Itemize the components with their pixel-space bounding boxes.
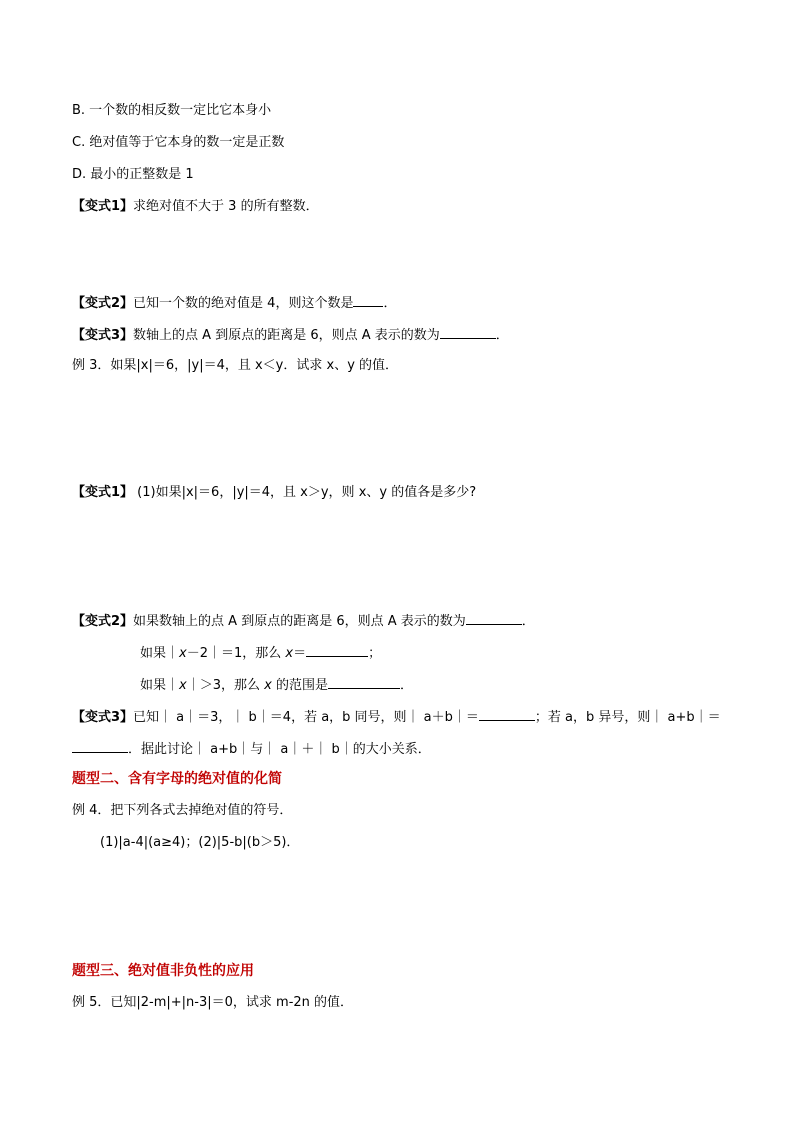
example-3: 例 3．如果|x|＝6，|y|＝4，且 x＜y．试求 x、y 的值． xyxy=(72,358,399,373)
q1-variant-3 xyxy=(72,325,509,345)
end-punct: ． xyxy=(383,296,397,311)
text: －2｜＝1，那么 xyxy=(186,646,286,661)
q1-variant-2 xyxy=(72,293,396,313)
ex3-variant-3-line-2 xyxy=(72,739,431,759)
option-c: C. 绝对值等于它本身的数一定是正数 xyxy=(72,135,285,150)
variant-text: ；若 a，b 异号，则｜ a+b｜＝ xyxy=(534,710,721,725)
answer-blank[interactable] xyxy=(466,611,522,625)
answer-blank[interactable] xyxy=(72,739,128,753)
example-4-items: (1)|a-4|(a≥4)；(2)|5-b|(b＞5)． xyxy=(100,835,300,850)
text: ｜＞3，那么 xyxy=(186,678,265,693)
variant-text: 如果数轴上的点 A 到原点的距离是 6，则点 A 表示的数为 xyxy=(133,614,466,629)
variant-tag: 【变式1】 xyxy=(72,485,134,500)
text: 如果｜ xyxy=(140,646,180,661)
section-heading-type-2: 题型二、含有字母的绝对值的化简 xyxy=(72,771,282,787)
option-b: B. 一个数的相反数一定比它本身小 xyxy=(72,103,272,118)
variant-tag: 【变式3】 xyxy=(72,328,134,343)
ex3-variant-1 xyxy=(72,484,476,502)
variant-tag: 【变式1】 xyxy=(72,199,134,214)
text: 的范围是 xyxy=(271,678,328,693)
end-punct: ； xyxy=(368,646,382,661)
var-x: x xyxy=(264,678,272,693)
variant-text: 已知一个数的绝对值是 4，则这个数是 xyxy=(133,296,354,311)
variant-tag: 【变式2】 xyxy=(72,296,134,311)
variant-text: ．据此讨论｜ a+b｜与｜ a｜＋｜ b｜的大小关系． xyxy=(128,742,431,757)
var-x: x xyxy=(285,646,294,661)
answer-blank[interactable] xyxy=(440,325,496,339)
variant-text: (1)如果|x|＝6，|y|＝4，且 x＞y，则 x、y 的值各是多少? xyxy=(133,485,477,500)
answer-blank[interactable] xyxy=(479,707,535,721)
q1-variant-1 xyxy=(72,198,319,216)
answer-blank[interactable] xyxy=(328,675,400,689)
example-4: 例 4．把下列各式去掉绝对值的符号． xyxy=(72,803,293,818)
var-x: x xyxy=(179,678,187,693)
answer-blank[interactable] xyxy=(353,293,383,307)
variant-text: 数轴上的点 A 到原点的距离是 6，则点 A 表示的数为 xyxy=(133,328,440,343)
variant-tag: 【变式3】 xyxy=(72,710,134,725)
end-punct: ． xyxy=(521,614,535,629)
section-heading-type-3: 题型三、绝对值非负性的应用 xyxy=(72,963,254,979)
end-punct: ． xyxy=(399,678,413,693)
answer-blank[interactable] xyxy=(306,643,368,657)
example-5: 例 5．已知|2-m|+|n-3|＝0，试求 m-2n 的值． xyxy=(72,995,354,1010)
ex3-variant-2-line-3 xyxy=(140,675,413,695)
text: ＝ xyxy=(293,646,307,661)
variant-text: 求绝对值不大于 3 的所有整数． xyxy=(133,199,319,214)
var-x: x xyxy=(179,646,187,661)
variant-tag: 【变式2】 xyxy=(72,614,134,629)
option-d: D. 最小的正整数是 1 xyxy=(72,167,194,182)
text: 如果｜ xyxy=(140,678,180,693)
end-punct: ． xyxy=(495,328,509,343)
ex3-variant-2 xyxy=(72,611,535,631)
ex3-variant-2-line-2 xyxy=(140,643,381,663)
variant-text: 已知｜ a｜＝3，｜ b｜＝4，若 a，b 同号，则｜ a＋b｜＝ xyxy=(133,710,479,725)
ex3-variant-3 xyxy=(72,707,721,727)
